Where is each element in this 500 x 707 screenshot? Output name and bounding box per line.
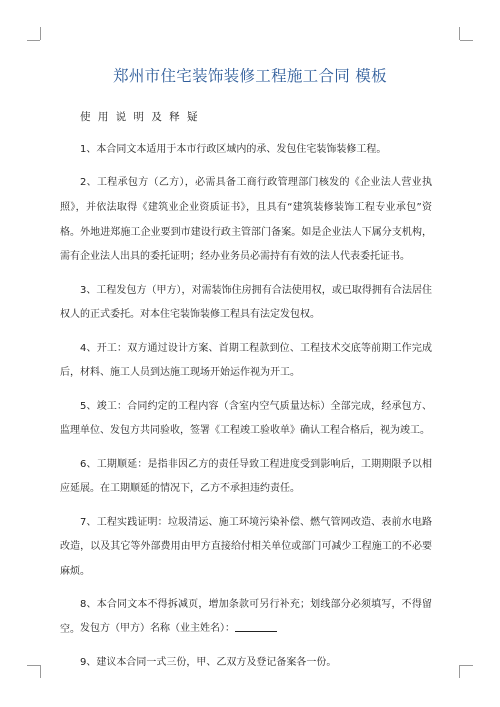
paragraph: 6、工期顺延：是指非因乙方的责任导致工程进度受到影响后，工期期限予以相应延展。在工期顺延的情况下，乙方不承担违约责任。 (60, 458, 432, 495)
crop-mark-top-right-h (460, 40, 473, 41)
crop-mark-bottom-right-v (459, 665, 460, 678)
crop-mark-top-left-h (27, 40, 40, 41)
signature-blank-field[interactable] (235, 621, 277, 632)
crop-mark-top-left-v (40, 27, 41, 40)
document-body (60, 138, 432, 684)
crop-mark-bottom-left-v (40, 665, 41, 678)
crop-mark-bottom-left-h (27, 665, 40, 666)
paragraph: 5、竣工：合同约定的工程内容（含室内空气质量达标）全部完成，经承包方、监理单位、发包方共同验收，签署《工程竣工验收单》确认工程合格后，视为竣工。 (60, 400, 432, 437)
paragraph: 4、开工：双方通过设计方案、首期工程款到位、工程技术交底等前期工作完成后，材料、施工人员到达施工现场开始运作视为开工。 (60, 342, 432, 379)
paragraph: 7、工程实践证明：垃圾清运、施工环境污染补偿、燃气管网改造、表前水电路改造，以及其它等外部费用由甲方直接给付相关单位或部门可减少工程施工的不必要麻烦。 (60, 516, 432, 577)
crop-mark-bottom-right-h (460, 665, 473, 666)
crop-mark-top-right-v (459, 27, 460, 40)
paragraph: 2、工程承包方（乙方），必需具备工商行政管理部门核发的《企业法人营业执照》，并依法取得《建筑业企业资质证书》，且具有“建筑装修装饰工程专业承包”资格。外地进郑施工企业要到市建设行政主管部门备案。如是企业法人下属分支机构，需有企业法人出具的委托证明；经办业务员必需持有有效的法人代表委托证书。 (60, 177, 432, 263)
paragraph: 8、本合同文本不得拆减页，增加条款可另行补充；划线部分必须填写，不得留空。 (60, 599, 432, 635)
paragraph: 3、工程发包方（甲方），对需装饰住房拥有合法使用权，或已取得拥有合法居住权人的正式委托。对本住宅装饰装修工程具有法定发包权。 (60, 284, 432, 321)
paragraph: 1、本合同文本适用于本市行政区域内的承、发包住宅装饰装修工程。 (80, 144, 387, 155)
document-title: 郑州市住宅装饰装修工程施工合同 模板 (113, 67, 387, 85)
document-subtitle: 使 用 说 明 及 释 疑 (80, 111, 200, 123)
paragraph: 9、建议本合同一式三份，甲、乙双方及登记备案各一份。 (80, 657, 337, 669)
signature-line (80, 619, 277, 634)
signature-label: 发包方（甲方）名称（业主姓名）： (80, 623, 235, 634)
